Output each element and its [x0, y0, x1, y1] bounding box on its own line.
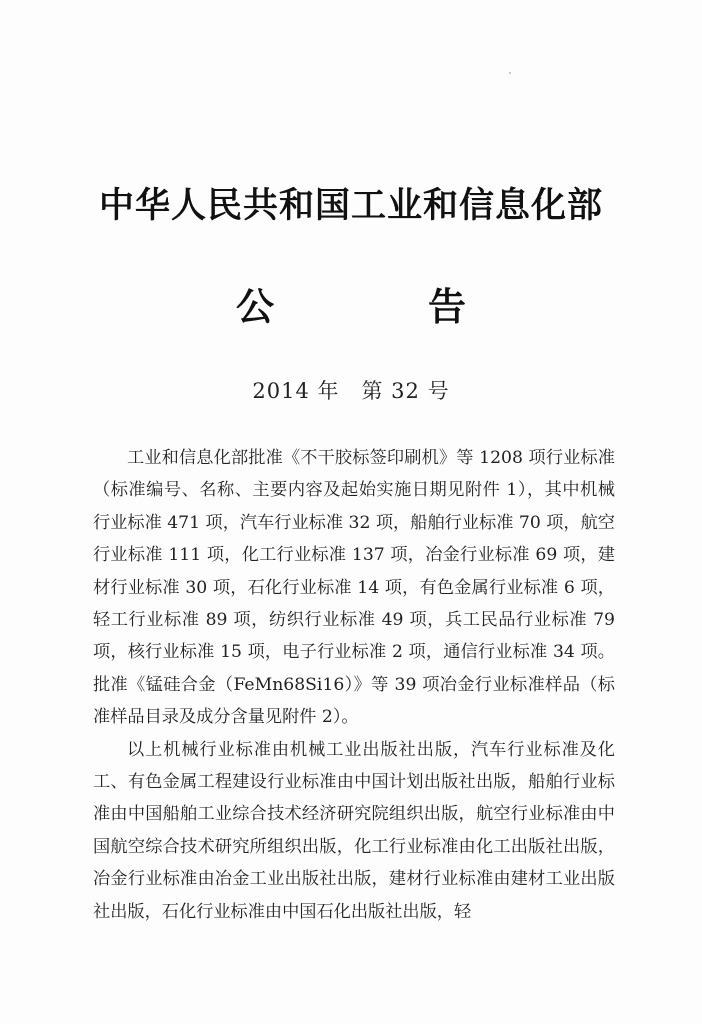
document-type-heading: 公 告	[235, 285, 524, 329]
announcement-body	[93, 442, 615, 928]
scan-speck	[509, 72, 511, 74]
issuing-organization-title: 中华人民共和国工业和信息化部	[98, 186, 603, 226]
body-paragraph-1: 工业和信息化部批准《不干胶标签印刷机》等 1208 项行业标准（标准编号、名称、主要内容及起始实施日期见附件 1），其中机械行业标准 471 项，汽车行业标准 32 项，船舶行业标准 70 项，航空行业标准 111 项，化工行业标准 137 项，冶金行业标准 69 项，建材行业标准 30 项，石化行业标准 14 项，有色金属行业标准 6 项，轻工行业标准 89 项，纺织行业标准 49 项，兵工民品行业标准 79 项，核行业标准 15 项，电子行业标准 2 项，通信行业标准 34 项。批准《锰硅合金（FeMn68Si16）》等 39 项冶金行业标准样品（标准样品目录及成分含量见附件 2）。	[93, 448, 615, 728]
body-paragraph-2: 以上机械行业标准由机械工业出版社出版，汽车行业标准及化工、有色金属工程建设行业标准由中国计划出版社出版，船舶行业标准由中国船舶工业综合技术经济研究院组织出版，航空行业标准由中国航空综合技术研究所组织出版，化工行业标准由化工出版社出版，冶金行业标准由冶金工业出版社出版，建材行业标准由建材工业出版社出版，石化行业标准由中国石化出版社出版，轻	[93, 739, 615, 922]
document-number: 2014 年 第 32 号	[252, 379, 450, 403]
